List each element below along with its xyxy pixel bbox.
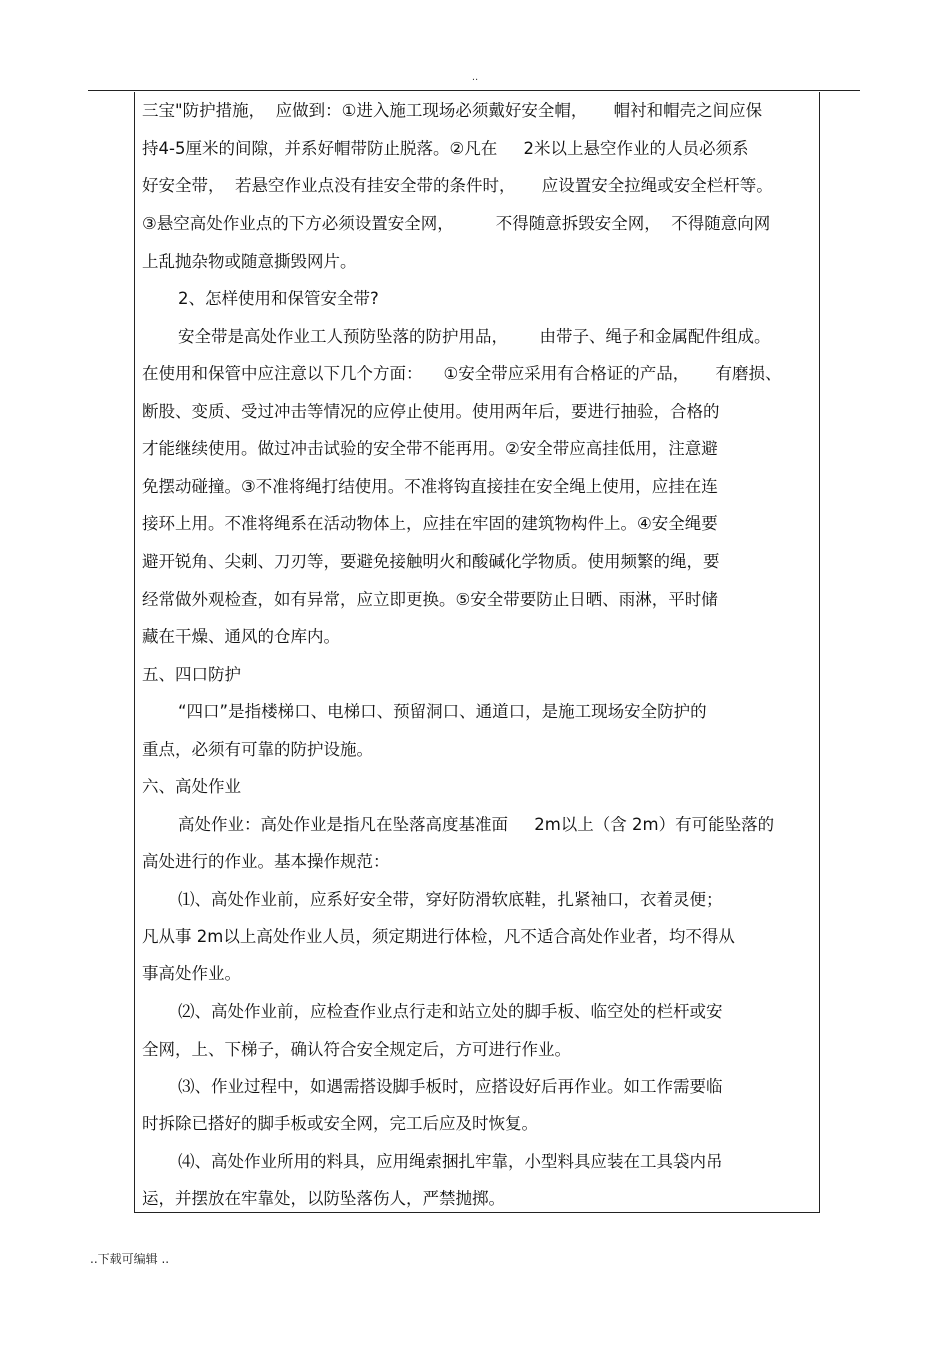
body-line: 好安全带， 若悬空作业点没有挂安全带的条件时， 应设置安全拉绳或安全栏杆等。 [142,176,773,195]
body-line: ⑴、高处作业前，应系好安全带，穿好防滑软底鞋，扎紧袖口，衣着灵便； [178,890,723,909]
body-line: 高处进行的作业。基本操作规范： [142,852,390,871]
body-line: 经常做外观检查，如有异常，应立即更换。⑤安全带要防止日晒、雨淋，平时储 [142,590,718,609]
body-line: 事高处作业。 [142,964,241,983]
body-line: 藏在干燥、通风的仓库内。 [142,627,340,646]
footer-note: ..下载可编辑 .. [90,1252,170,1266]
header-rule [88,90,860,91]
body-line: “四口”是指楼梯口、电梯口、预留洞口、通道口，是施工现场安全防护的 [178,702,707,721]
body-line: 运，并摆放在牢靠处，以防坠落伤人，严禁抛掷。 [142,1189,505,1208]
header-mark: .. [471,72,479,83]
body-line: 时拆除已搭好的脚手板或安全网，完工后应及时恢复。 [142,1114,538,1133]
body-line: 全网，上、下梯子，确认符合安全规定后，方可进行作业。 [142,1040,571,1059]
body-line: ③悬空高处作业点的下方必须设置安全网， 不得随意拆毁安全网， 不得随意向网 [142,214,771,233]
body-line: 凡从事 2m以上高处作业人员，须定期进行体检，凡不适合高处作业者，均不得从 [142,927,735,946]
body-line: 上乱抛杂物或随意撕毁网片。 [142,252,357,271]
body-line: 接环上用。不准将绳系在活动物体上，应挂在牢固的建筑物构件上。④安全绳要 [142,514,718,533]
section-heading: 2、怎样使用和保管安全带? [178,289,379,308]
body-line: ⑶、作业过程中，如遇需搭设脚手板时，应搭设好后再作业。如工作需要临 [178,1077,723,1096]
body-line: 高处作业：高处作业是指凡在坠落高度基准面 2m以上（含 2m）有可能坠落的 [178,815,775,834]
section-heading: 六、高处作业 [142,777,241,796]
body-line: 三宝"防护措施， 应做到：①进入施工现场必须戴好安全帽， 帽衬和帽壳之间应保 [142,101,763,120]
section-heading: 五、四口防护 [142,665,241,684]
body-line: 才能继续使用。做过冲击试验的安全带不能再用。②安全带应高挂低用，注意避 [142,439,718,458]
body-line: 安全带是高处作业工人预防坠落的防护用品， 由带子、绳子和金属配件组成。 [178,327,771,346]
body-line: 在使用和保管中应注意以下几个方面： ①安全带应采用有合格证的产品， 有磨损、 [142,364,782,383]
body-line: ⑵、高处作业前，应检查作业点行走和站立处的脚手板、临空处的栏杆或安 [178,1002,723,1021]
body-line: 断股、变质、受过冲击等情况的应停止使用。使用两年后，要进行抽验，合格的 [142,402,720,421]
body-line: 重点，必须有可靠的防护设施。 [142,740,373,759]
body-line: 免摆动碰撞。③不准将绳打结使用。不准将钩直接挂在安全绳上使用，应挂在连 [142,477,718,496]
body-line: ⑷、高处作业所用的料具，应用绳索捆扎牢靠，小型料具应装在工具袋内吊 [178,1152,723,1171]
body-line: 持4-5厘米的间隙，并系好帽带防止脱落。②凡在 2米以上悬空作业的人员必须系 [142,139,749,158]
body-line: 避开锐角、尖刺、刀刃等，要避免接触明火和酸碱化学物质。使用频繁的绳，要 [142,552,720,571]
